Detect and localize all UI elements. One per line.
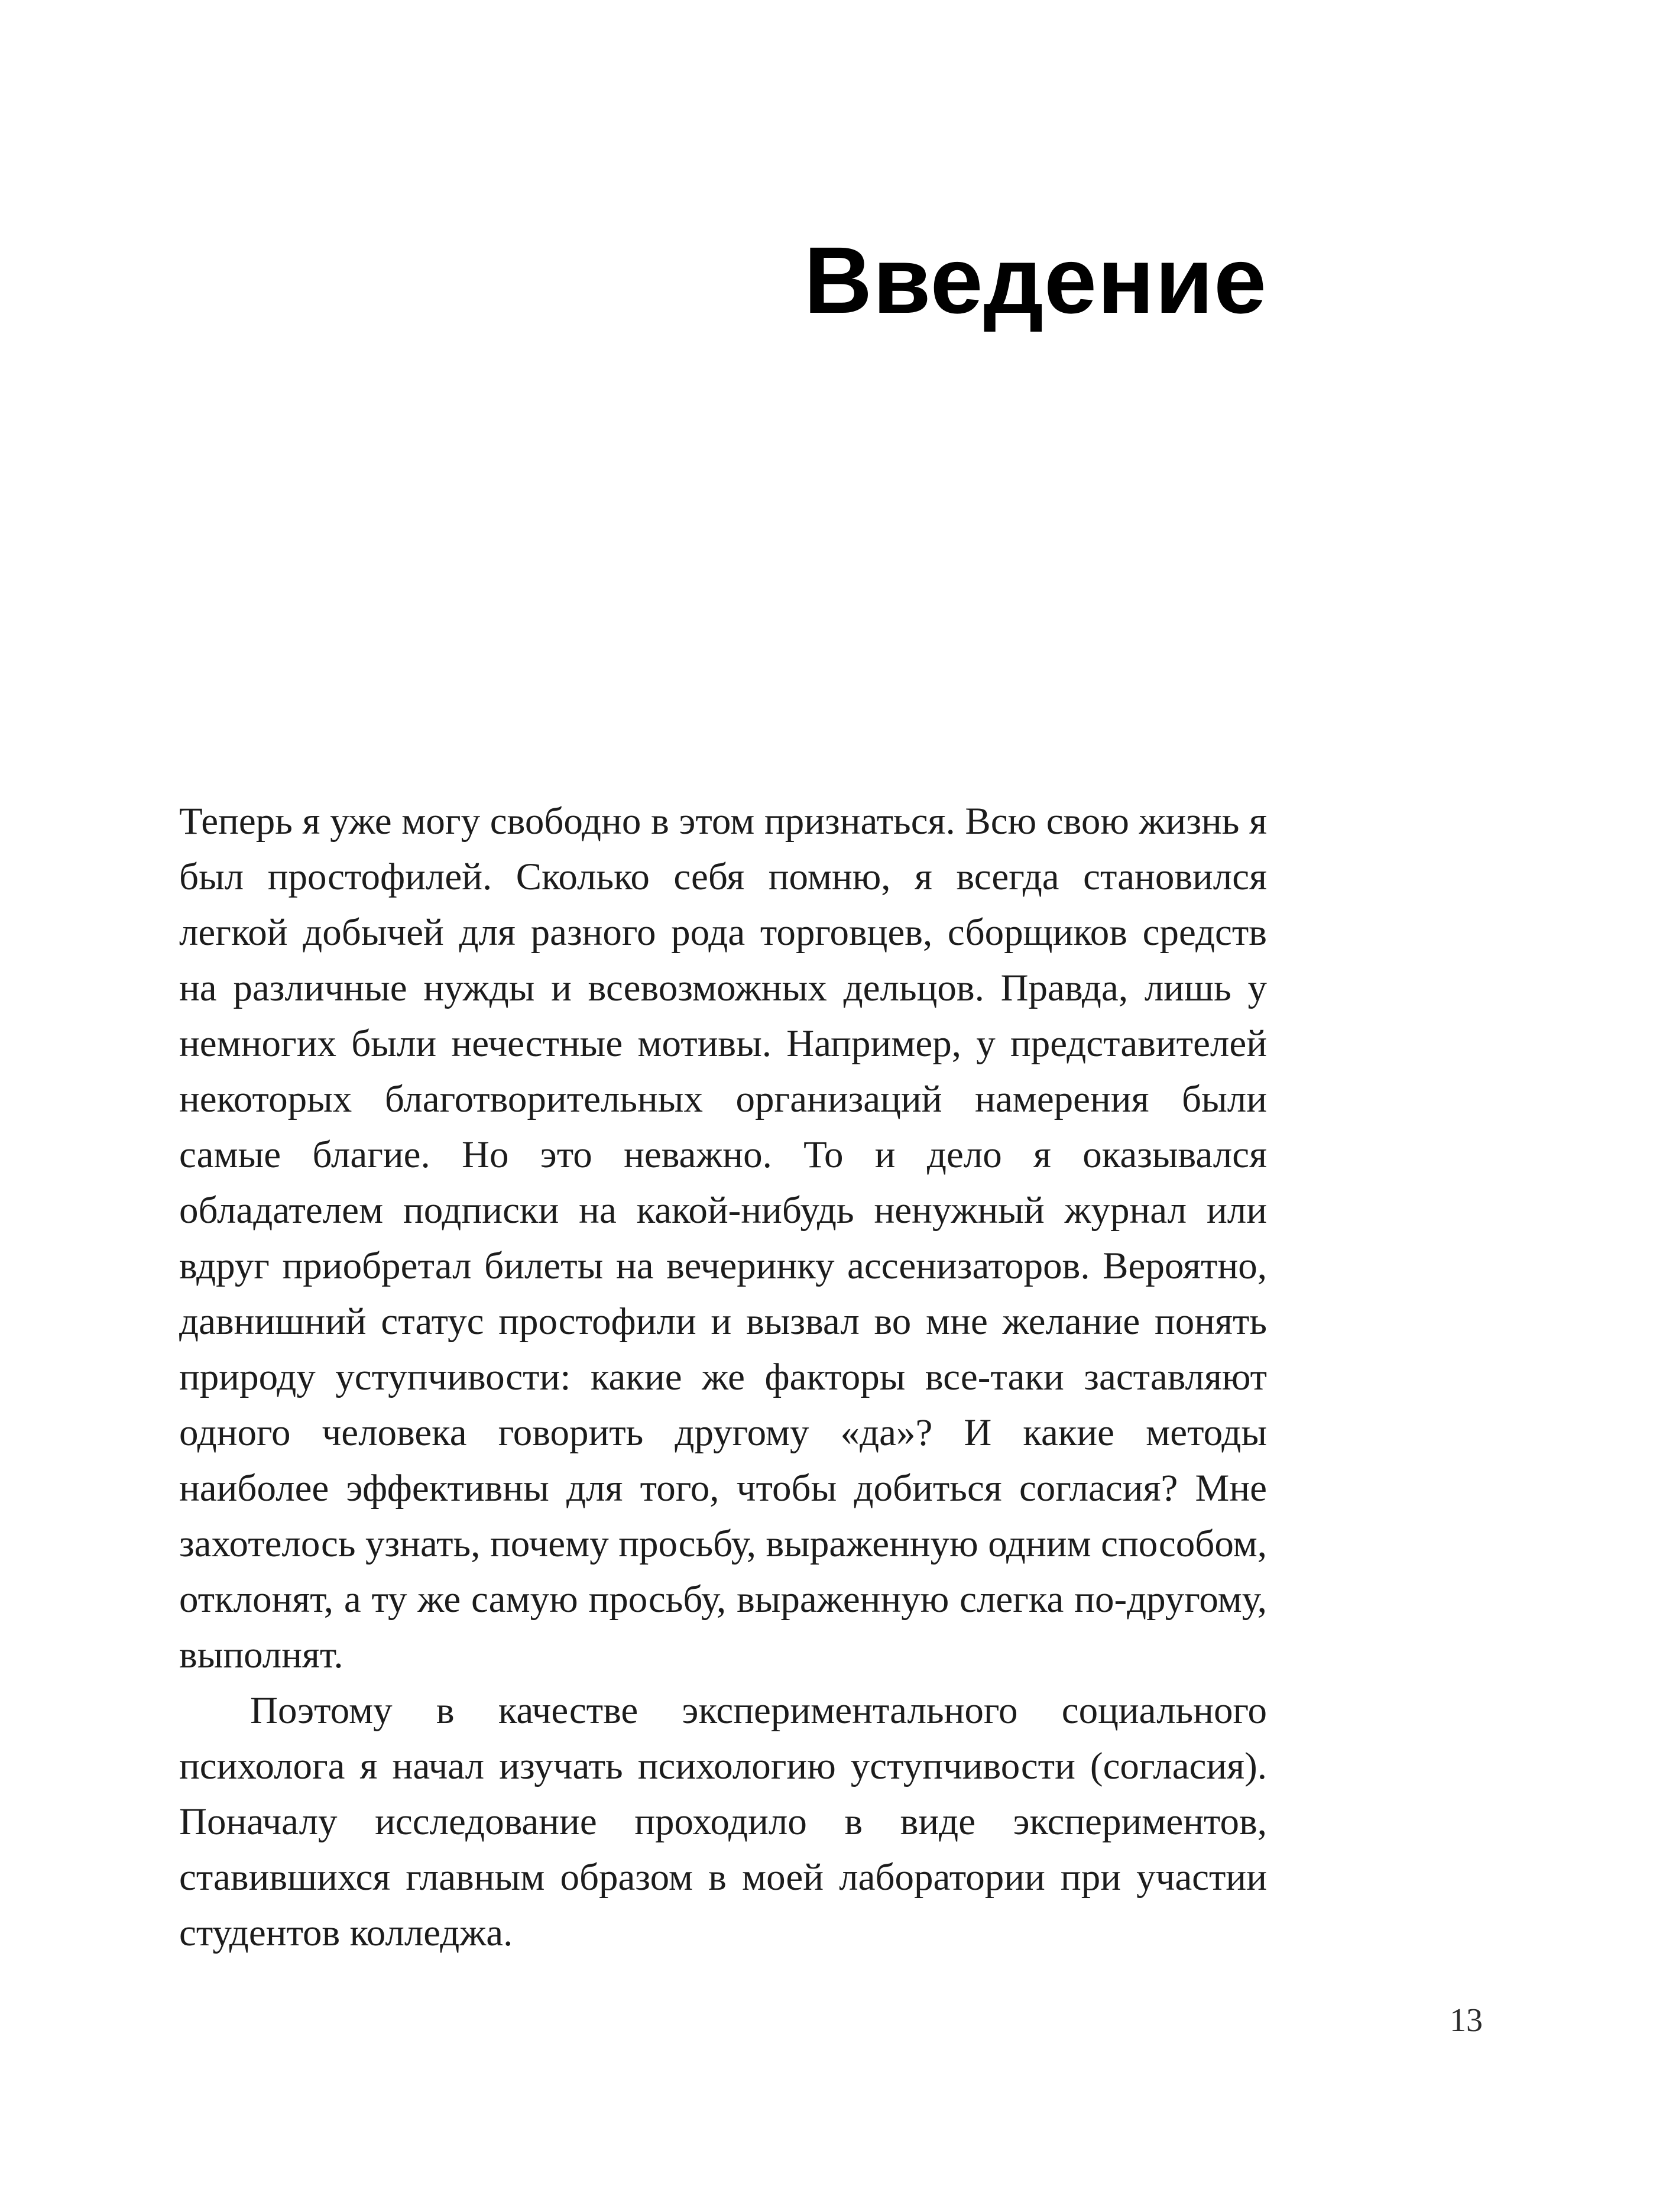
paragraph-1: Теперь я уже могу свободно в этом признаться. Всю свою жизнь я был простофилей. Сколько себя помню, я всегда становился легкой добычей для разного рода торговцев, сборщиков средств на различные нужды и всевозможных дельцов. Правда, лишь у немногих были нечестные мотивы. Например, у представителей некоторых благотворительных организаций намерения были самые благие. Но это неважно. То и дело я оказывался обладателем подписки на какой-нибудь ненужный журнал или вдруг приобретал билеты на вечеринку ассенизаторов. Вероятно, давнишний статус простофили и вызвал во мне желание понять природу уступчивости: какие же факторы все-таки заставляют одного человека говорить другому «да»? И какие методы наиболее эффективны для того, чтобы добиться согласия? Мне захотелось узнать, почему просьбу, выраженную одним способом, отклонят, а ту же самую просьбу, выраженную слегка по-другому, выполнят. <box>179 800 1267 1676</box>
body-text <box>179 794 1267 1961</box>
paragraph-2: Поэтому в качестве экспериментального социального психолога я начал изучать психологию уступчивости (согласия). Поначалу исследование проходило в виде экспериментов, ставившихся главным образом в моей лаборатории при участии студентов колледжа. <box>179 1689 1267 1954</box>
page-number: 13 <box>1450 2002 1483 2039</box>
chapter-title: Введение <box>803 227 1267 333</box>
